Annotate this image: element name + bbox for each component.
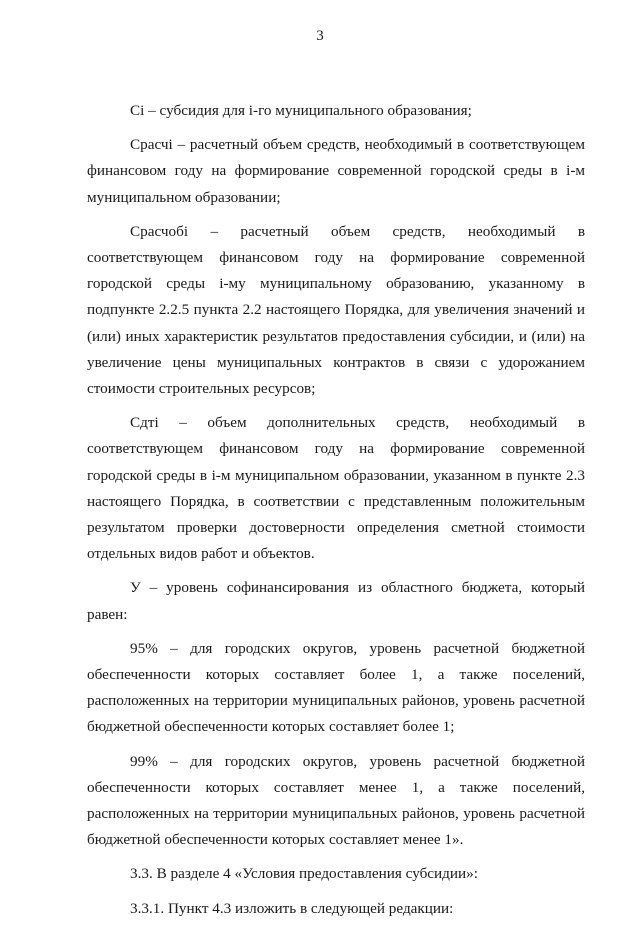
definition-ci: Сi – субсидия для i-го муниципального образования;: [130, 102, 472, 119]
section-3-3-1-heading: 3.3.1. Пункт 4.3 изложить в следующей редакции:: [130, 899, 454, 917]
section-3-3-heading: 3.3. В разделе 4 «Условия предоставления субсидии»:: [130, 865, 478, 883]
rate-99-percent: 99% – для городских округов, уровень расчетной бюджетной обеспеченности которых составляет менее 1, а также поселений, расположенных на территории муниципальных районов, уровень расчетной бюджетной обеспеченности которых составляет менее 1».: [87, 752, 585, 849]
definition-srasch: Срасчi – расчетный объем средств, необходимый в соответствующем финансовом году на формирование современной городской среды в i-м муниципальном образовании;: [87, 136, 585, 206]
page-number: 3: [316, 28, 324, 44]
definition-sdt: Сдтi – объем дополнительных средств, необходимый в соответствующем финансовом году на формирование современной городской среды в i-м муниципальном образовании, указанном в пункте 2.3 настоящего Порядка, в соответствии с представленным положительным результатом проверки достоверности определения сметной стоимости отдельных видов работ и объектов.: [87, 414, 585, 563]
document-body: [87, 98, 585, 930]
definition-u: У – уровень софинансирования из областного бюджета, который равен:: [87, 579, 585, 623]
definition-sraschob: Срасчобi – расчетный объем средств, необходимый в соответствующем финансовом году на формирование современной городской среды i-му муниципальному образованию, указанному в подпункте 2.2.5 пункта 2.2 настоящего Порядка, для увеличения значений и (или) иных характеристик результатов предоставления субсидии, и (или) на увеличение цены муниципальных контрактов в связи с удорожанием стоимости строительных ресурсов;: [87, 222, 585, 398]
rate-95-percent: 95% – для городских округов, уровень расчетной бюджетной обеспеченности которых составляет более 1, а также поселений, расположенных на территории муниципальных районов, уровень расчетной бюджетной обеспеченности которых составляет более 1;: [87, 639, 585, 736]
